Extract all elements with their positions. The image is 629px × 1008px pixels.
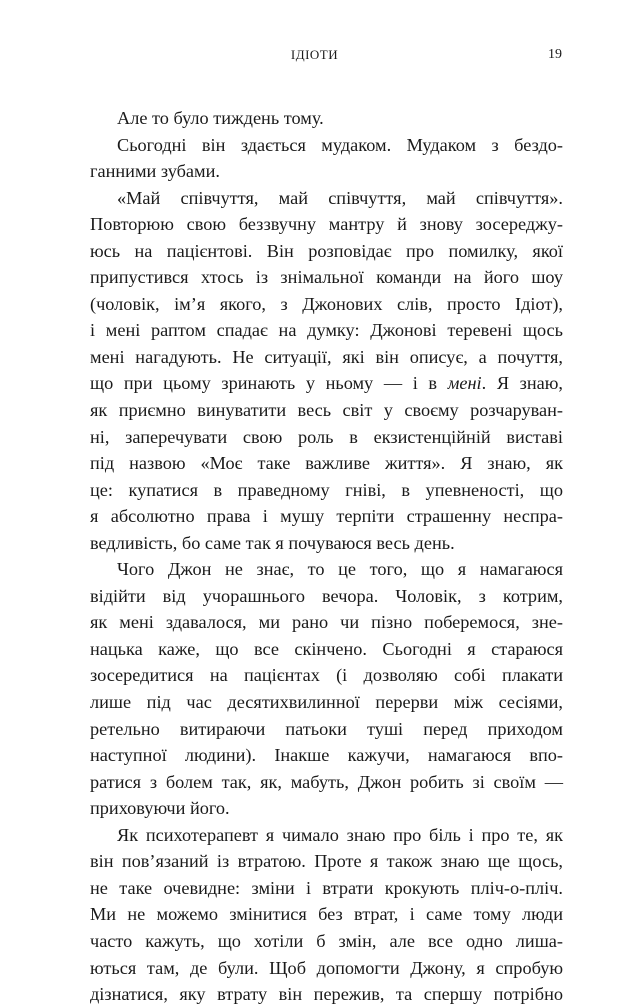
text-line: Сьогодні він здається мудаком. Мудаком з бездо- [117,134,563,155]
paragraph [90,105,563,132]
text-line: Ми не можемо змінитися без втрат, і саме тому люди [90,904,563,925]
text-line: юсь на пацієнтові. Він розповідає про помилку, якої [90,240,563,261]
body-text [90,105,563,1008]
text-line: і мені раптом спадає на думку: Джонові теревені щось [90,320,563,341]
text-line: мені нагадують. Не ситуації, які він описує, а почуття, [90,346,563,367]
text-line: ведливість, бо саме так я почуваюся весь день. [90,532,455,553]
text-segment: . Я знаю, [481,373,563,394]
text-line-with-emphasis [90,370,563,397]
text-line: наступної людини). Інакше кажучи, намагаюся впо- [90,745,563,766]
text-line: ратися з болем так, як, мабуть, Джон робить зі своїм — [90,771,563,792]
text-line: Як психотерапевт я чимало знаю про біль і про те, як [117,824,563,845]
running-head [0,47,629,67]
text-line: дізнатися, яку втрату він пережив, та спершу потрібно [90,984,563,1005]
text-line: нацька каже, що все скінчено. Сьогодні я стараюся [90,638,563,659]
text-line: це: купатися в праведному гніві, в упевненості, що [90,479,563,500]
text-line: припустився хтось із знімальної команди на його шоу [90,267,563,288]
text-line: як мені здавалося, ми рано чи пізно поберемося, зне- [90,612,563,633]
text-line: ні, заперечувати свою роль в екзистенційній виставі [90,426,563,447]
paragraph [90,822,563,1008]
text-line: як приємно винуватити весь світ у своєму розчаруван- [90,400,563,421]
text-line: не таке очевидне: зміни і втрати крокують пліч-о-пліч. [90,877,563,898]
text-line: Повторюю свою беззвучну мантру й знову зосереджу- [90,214,563,235]
text-line: приховуючи його. [90,798,230,819]
paragraph [90,556,563,821]
page-number: 19 [548,47,562,62]
text-line: Але то було тиждень тому. [117,108,324,128]
emphasis-word: мені [447,373,482,394]
text-segment: що при цьому зринають у ньому — і в [90,373,448,394]
text-line: Чого Джон не знає, то це того, що я намагаюся [117,559,563,580]
text-line: я абсолютно права і мушу терпіти страшенну неспра- [90,506,563,527]
text-line: «Май співчуття, май співчуття, май співчуття». [117,187,563,208]
paragraph [90,185,563,557]
text-line: відійти від учорашнього вечора. Чоловік, з котрим, [90,585,563,606]
text-line: часто кажуть, що хотіли б змін, але все одно лиша- [90,930,563,951]
text-line: ганними зубами. [90,161,220,182]
text-line: ретельно витираючи патьоки туші перед приходом [90,718,563,739]
text-line: під назвою «Моє таке важливе життя». Я знаю, як [90,453,563,474]
paragraph [90,132,563,185]
text-line: ються там, де були. Щоб допомогти Джону, я спробую [90,957,563,978]
text-line: лише під час десятихвилинної перерви між сесіями, [90,692,563,713]
text-line: (чоловік, ім’я якого, з Джонових слів, просто Ідіот), [90,293,563,314]
text-line: він пов’язаний із втратою. Проте я також знаю ще щось, [90,851,563,872]
running-title: ІДІОТИ [290,47,339,62]
text-line: зосередитися на пацієнтах (і дозволяю собі плакати [90,665,563,686]
